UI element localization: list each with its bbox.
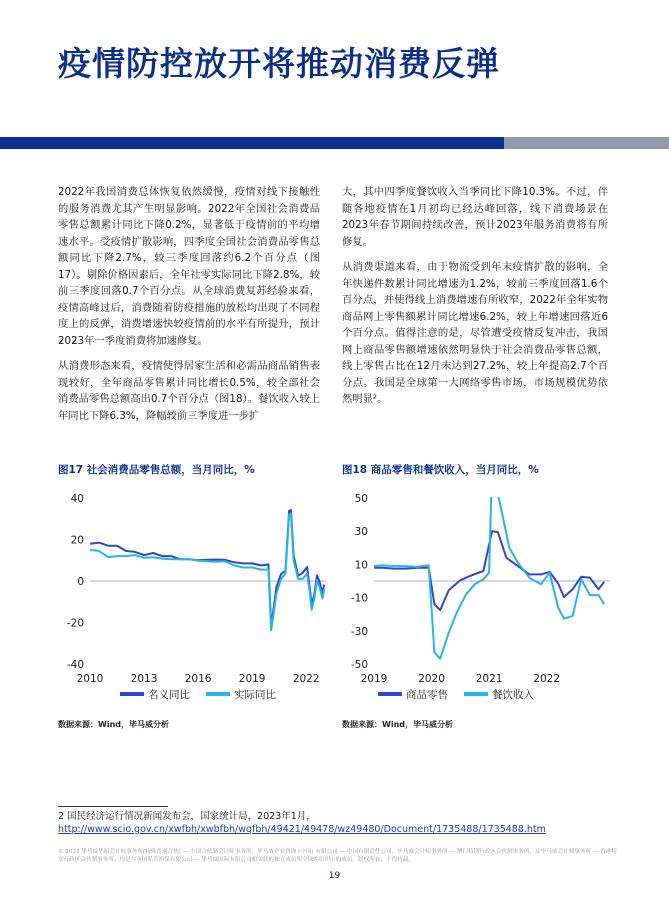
y-tick-label: 40 <box>70 493 84 505</box>
x-tick-label: 2016 <box>184 673 212 685</box>
y-tick-label: -30 <box>350 625 368 638</box>
y-tick-label: -50 <box>350 659 368 671</box>
x-tick-label: 2013 <box>130 673 158 685</box>
page-title: 疫情防控放开将推动消费反弹 <box>58 44 500 83</box>
x-tick-label: 2022 <box>292 673 320 685</box>
figure-18-source: 数据来源：Wind，毕马威分析 <box>342 720 453 729</box>
page-number: 19 <box>328 871 341 881</box>
paragraph: 从消费形态来看，疫情使得居家生活和必需品商品销售表现较好，全年商品零售累计同比增长0.5%，较全部社会消费品零售总额高出0.7个百分点（图18）。餐饮收入较上年同比下降6.3%，降幅较前三季度进一步扩 <box>58 360 320 422</box>
y-tick-label: -40 <box>66 659 84 671</box>
x-tick-label: 2019 <box>360 673 388 685</box>
header-bar-blue <box>0 137 504 149</box>
left-column <box>58 184 320 433</box>
legend-label: 名义同比 <box>148 689 190 701</box>
y-tick-label: 0 <box>77 576 84 588</box>
legend-label: 实际同比 <box>234 689 276 701</box>
footnote <box>58 810 546 836</box>
x-tick-label: 2010 <box>76 673 104 685</box>
x-tick-label: 2022 <box>533 673 561 685</box>
figure-17-chart <box>58 486 338 708</box>
footnote-link[interactable]: http://www.scio.gov.cn/xwfbh/xwbfbh/wqfbh/49421/49478/wz49480/Document/1735488/1735488.htm <box>58 824 546 835</box>
paragraph: 2022年我国消费总体恢复依然缓慢，疫情对线下接触性的服务消费尤其产生明显影响。2022年全国社会消费品零售总额累计同比下降0.2%，显著低于疫情前的平均增速水平。受疫情扩散影响，四季度全国社会消费品零售总额同比下降2.7%，较三季度回落约6.2个百分点（图17）。剔除价格因素后，全年社零实际同比下降2.8%，较前三季度回落0.7个百分点。从全球消费复苏经验来看，疫情高峰过后，消费随着防疫措施的放松均出现了不同程度上的反弹，消费增速快较疫情前的水平有所提升，预计2023年一季度消费将加速修复。 <box>58 186 320 347</box>
paragraph: 大，其中四季度餐饮收入当季同比下降10.3%。不过，伴随各地疫情在1月初均已经达峰回落，线下消费场景在2023年春节期间持续改善，预计2023年服务消费将有所修复。 <box>342 186 608 248</box>
series-line-2 <box>374 486 604 659</box>
y-tick-label: 20 <box>70 534 84 547</box>
y-tick-label: -10 <box>350 592 368 605</box>
legend-label: 商品零售 <box>406 689 448 701</box>
y-tick-label: 50 <box>354 493 368 505</box>
y-tick-label: 10 <box>354 559 368 572</box>
legal-notice: © 2023 毕马威华振会计师事务所(特殊普通合伙) — 中国合伙制会计师事务所，毕马威企业咨询 (中国) 有限公司 — 中国有限责任公司，毕马威会计师事务所 — 澳门特别行政区合伙制事务所，及毕马威会计师事务所 — 香港特别行政区合伙制事务所，均是与英国私营担保有限公司 — 毕马威国际有限公司相关联的独立成员所全球性组织中的成员。版权所有，不得转载。 <box>58 849 617 863</box>
x-tick-label: 2020 <box>418 673 445 685</box>
paragraph: 从消费渠道来看，由于物流受到年末疫情扩散的影响，全年快递件数累计同比增速为1.2%，较前三季度回落1.6个百分点，并使得线上消费增速有所收窄，2022年全年实物商品网上零售额累计同比增速6.2%，较上年增速回落近6个百分点。值得注意的是，尽管遭受疫情反复冲击，我国网上商品零售额增速依然明显快于社会消费品零售总额，线上零售占比在12月末达到27.2%，较上年提高2.7个百分点。我国是全球第一大网络零售市场，市场规模优势依然明显²。 <box>342 261 608 405</box>
figure-17-source: 数据来源：Wind，毕马威分析 <box>58 720 169 729</box>
y-tick-label: 30 <box>354 526 368 539</box>
right-column <box>342 184 608 417</box>
legend-label: 餐饮收入 <box>492 689 534 701</box>
x-tick-label: 2021 <box>475 673 503 685</box>
figure-18-chart <box>342 486 622 708</box>
footnote-text: 2 国民经济运行情况新闻发布会，国家统计局，2023年1月， <box>58 811 316 822</box>
header-bar-gray <box>504 137 669 149</box>
footnote-divider <box>58 806 168 807</box>
series-line-2 <box>90 514 324 631</box>
y-tick-label: -20 <box>66 617 84 630</box>
figure-17-title: 图17 社会消费品零售总额，当月同比，% <box>58 464 255 476</box>
x-tick-label: 2019 <box>238 673 266 685</box>
figure-18-title: 图18 商品零售和餐饮收入，当月同比，% <box>342 464 539 476</box>
